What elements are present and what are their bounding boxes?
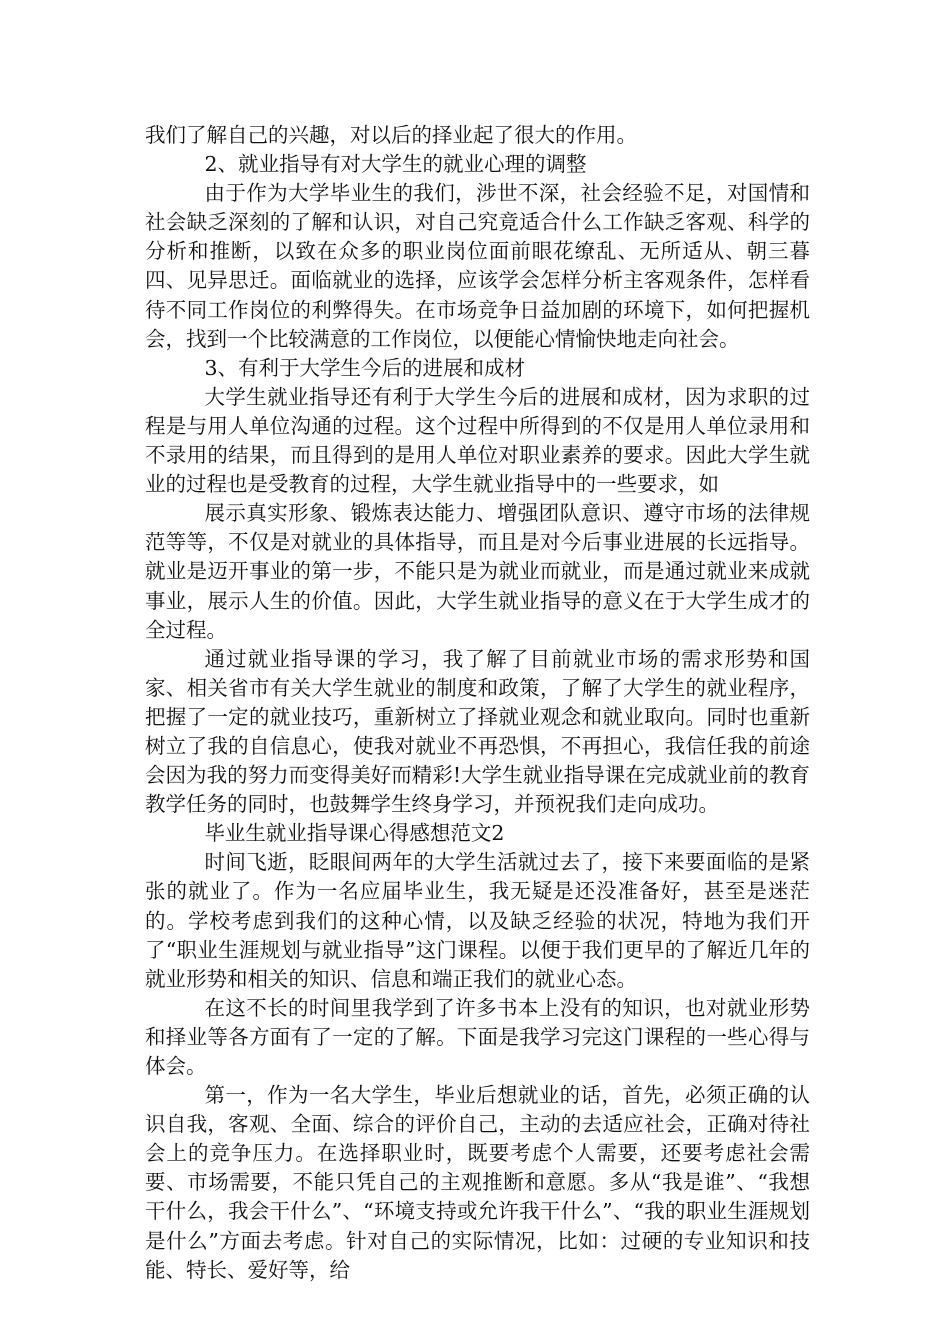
paragraph: 大学生就业指导还有利于大学生今后的进展和成材，因为求职的过程是与用人单位沟通的过程。这个过程中所得到的不仅是用人单位录用和不录用的结果，而且得到的是用人单位对职业素养的要求。因此大学生就业的过程也是受教育的过程，大学生就业指导中的一些要求，如 [145, 384, 810, 497]
section-heading-3: 3、有利于大学生今后的进展和成材 [204, 355, 525, 380]
paragraph: 展示真实形象、锻炼表达能力、增强团队意识、遵守市场的法律规范等等，不仅是对就业的具体指导，而且是对今后事业进展的长远指导。就业是迈开事业的第一步，不能只是为就业而就业，而是通过就业来成就事业，展示人生的价值。因此，大学生就业指导的意义在于大学生成才的全过程。 [145, 501, 810, 642]
paragraph: 在这不长的时间里我学到了许多书本上没有的知识，也对就业形势和择业等各方面有了一定的了解。下面是我学习完这门课程的一些心得与体会。 [145, 995, 810, 1078]
paragraph: 第一，作为一名大学生，毕业后想就业的话，首先，必须正确的认识自我，客观、全面、综合的评价自己，主动的去适应社会，正确对待社会上的竞争压力。在选择职业时，既要考虑个人需要，还要考虑社会需要、市场需要，不能只凭自己的主观推断和意愿。多从“我是谁”、“我想干什么，我会干什么”、“环境支持或允许我干什么”、“我的职业生涯规划是什么”方面去考虑。针对自己的实际情况，比如：过硬的专业知识和技能、特长、爱好等，给 [145, 1083, 810, 1282]
paragraph: 通过就业指导课的学习，我了解了目前就业市场的需求形势和国家、相关省市有关大学生就业的制度和政策，了解了大学生的就业程序，把握了一定的就业技巧，重新树立了择就业观念和就业取向。同时也重新树立了我的自信息心，使我对就业不再恐惧，不再担心，我信任我的前途会因为我的努力而变得美好而精彩!大学生就业指导课在完成就业前的教育教学任务的同时，也鼓舞学生终身学习，并预祝我们走向成功。 [145, 646, 810, 817]
paragraph-continuation: 我们了解自己的兴趣，对以后的择业起了很大的作用。 [145, 123, 637, 147]
document-body [145, 121, 810, 1285]
paragraph: 时间飞逝，眨眼间两年的大学生活就过去了，接下来要面临的是紧张的就业了。作为一名应届毕业生，我无疑是还没准备好，甚至是迷茫的。学校考虑到我们的这种心情，以及缺乏经验的状况，特地为我们开了“职业生涯规划与就业指导”这门课程。以便于我们更早的了解近几年的就业形势和相关的知识、信息和端正我们的就业心态。 [145, 850, 810, 991]
essay-title-2: 毕业生就业指导课心得感想范文2 [204, 821, 505, 846]
paragraph: 由于作为大学毕业生的我们，涉世不深，社会经验不足，对国情和社会缺乏深刻的了解和认识，对自己究竟适合什么工作缺乏客观、科学的分析和推断，以致在众多的职业岗位面前眼花缭乱、无所适从、朝三暮四、见异思迁。面临就业的选择，应该学会怎样分析主客观条件，怎样看待不同工作岗位的利弊得失。在市场竞争日益加剧的环境下，如何把握机会，找到一个比较满意的工作岗位，以便能心情愉快地走向社会。 [145, 181, 810, 351]
section-heading-2: 2、就业指导有对大学生的就业心理的调整 [204, 152, 587, 177]
